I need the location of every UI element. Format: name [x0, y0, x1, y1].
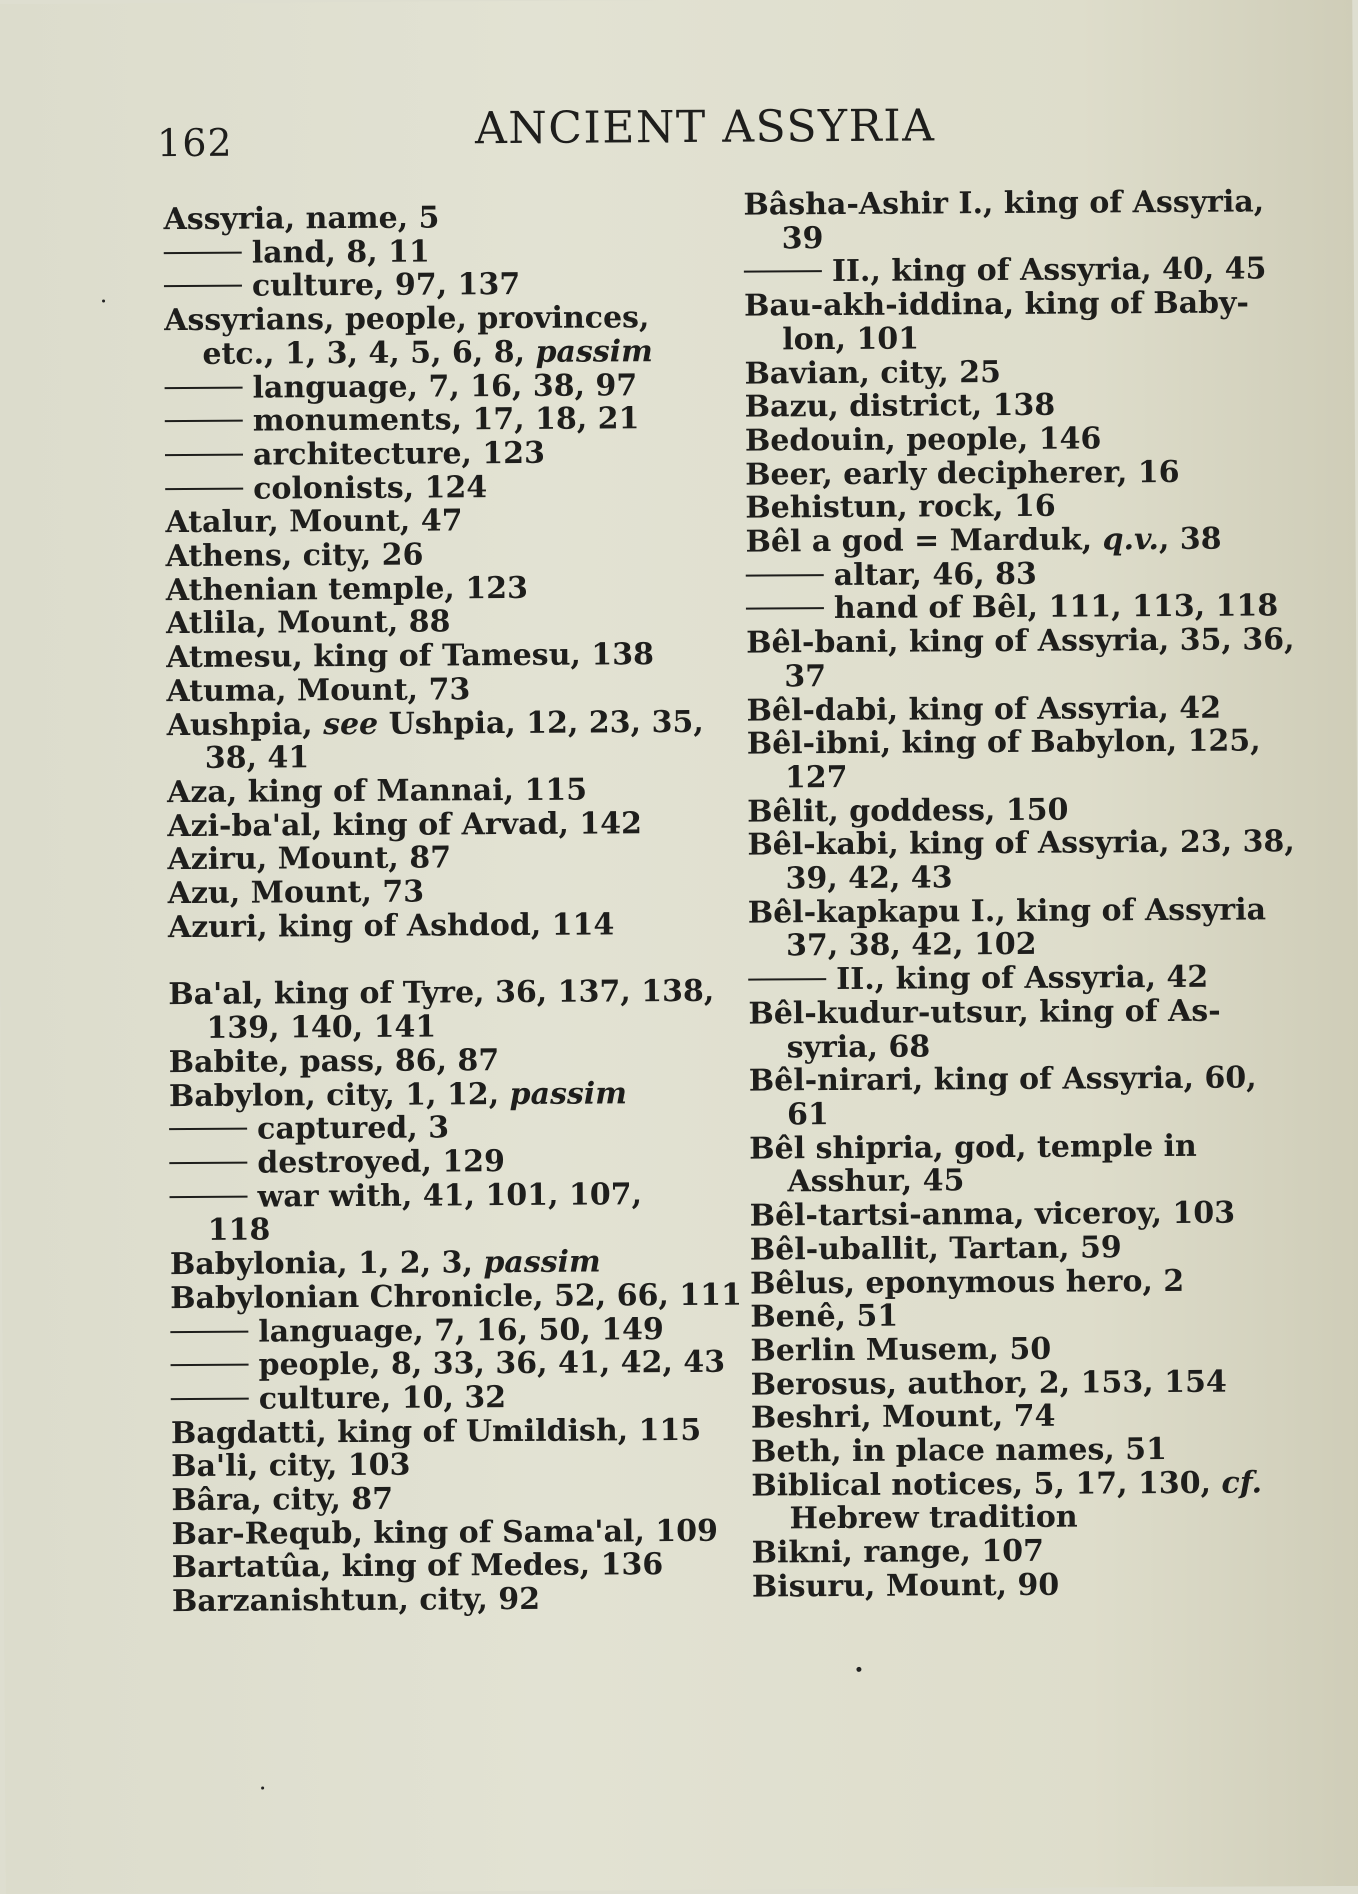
index-entry: Babylon, city, 1, 12, passim	[168, 1075, 628, 1114]
page-number: 162	[156, 120, 233, 166]
index-entry: Aushpia, see Ushpia, 12, 23, 35,	[166, 704, 704, 743]
index-entry: Bêl-nirari, king of Assyria, 60,	[748, 1060, 1257, 1099]
index-entry: Aza, king of Mannai, 115	[166, 772, 588, 811]
ditto-dash	[170, 1330, 248, 1332]
ditto-dash	[744, 271, 822, 273]
index-entry-continuation: 118	[207, 1212, 271, 1249]
index-entry: Azi-ba'al, king of Arvad, 142	[167, 805, 643, 844]
index-subentry: II., king of Assyria, 40, 45	[744, 253, 1304, 290]
index-entry: Beshri, Mount, 74	[750, 1399, 1056, 1436]
index-entry: Atuma, Mount, 73	[166, 672, 471, 709]
index-entry-continuation: 139, 140, 141	[206, 1009, 437, 1047]
index-entry: Biblical notices, 5, 17, 130, cf.	[751, 1465, 1263, 1504]
index-subentry: hand of Bêl, 111, 113, 118	[746, 590, 1306, 627]
index-entry: Bêlus, eponymous hero, 2	[749, 1263, 1185, 1302]
index-entry-continuation: 37	[784, 658, 827, 695]
index-entry: Assyria, name, 5	[163, 200, 440, 238]
index-entry: Behistun, rock, 16	[745, 489, 1056, 526]
index-entry: Bazu, district, 138	[744, 387, 1056, 425]
index-entry: Athens, city, 26	[165, 537, 424, 575]
index-entry: Ba'li, city, 103	[171, 1447, 411, 1485]
running-title: ANCIENT ASSYRIA	[474, 100, 936, 155]
ditto-dash	[164, 251, 242, 253]
index-entry: Bêl a god = Marduk, q.v., 38	[745, 521, 1222, 560]
ditto-dash	[171, 1364, 249, 1366]
index-entry: Aziru, Mount, 87	[167, 840, 452, 878]
ink-speck	[102, 299, 105, 302]
ditto-dash	[170, 1195, 248, 1197]
index-entry: Bavian, city, 25	[744, 354, 1002, 392]
index-entry: Athenian temple, 123	[165, 570, 529, 608]
index-entry-continuation: syria, 68	[786, 1029, 931, 1065]
ink-speck	[856, 1667, 861, 1672]
index-entry-continuation: 37, 38, 42, 102	[785, 927, 1037, 964]
index-entry: Assyrians, people, provinces,	[164, 300, 650, 339]
index-entry: Atalur, Mount, 47	[165, 503, 463, 541]
index-entry: Bâsha-Ashir I., king of Assyria,	[743, 184, 1265, 223]
index-entry: Bartatûa, king of Medes, 136	[171, 1547, 664, 1586]
index-entry: Bâra, city, 87	[171, 1481, 394, 1519]
index-entry: Benê, 51	[750, 1298, 899, 1335]
index-subentry: colonists, 124	[165, 469, 725, 506]
index-entry: Atmesu, king of Tamesu, 138	[166, 637, 655, 676]
index-entry: Babite, pass, 86, 87	[168, 1042, 500, 1080]
index-entry: Bau-akh-iddina, king of Baby-	[743, 285, 1250, 324]
index-subentry: architecture, 123	[165, 436, 725, 473]
index-subentry: monuments, 17, 18, 21	[165, 402, 725, 439]
ditto-dash	[164, 285, 242, 287]
index-entry-continuation: etc., 1, 3, 4, 5, 6, 8, passim	[202, 333, 653, 372]
index-subentry: II., king of Assyria, 42	[748, 960, 1308, 997]
index-entry: Bêl-uballit, Tartan, 59	[749, 1230, 1122, 1268]
index-entry: Bêl-kabi, king of Assyria, 23, 38,	[747, 824, 1295, 863]
ditto-dash	[165, 420, 243, 422]
ditto-dash	[746, 574, 824, 576]
index-subentry: captured, 3	[169, 1110, 729, 1147]
index-subentry: language, 7, 16, 38, 97	[164, 368, 724, 405]
index-subentry: culture, 97, 137	[164, 267, 724, 304]
index-entry: Berosus, author, 2, 153, 154	[750, 1364, 1227, 1403]
index-entry: Beer, early decipherer, 16	[745, 454, 1180, 493]
index-entry: Bar-Requb, king of Sama'al, 109	[171, 1513, 719, 1552]
index-entry: Barzanishtun, city, 92	[171, 1581, 541, 1620]
index-entry-continuation: 39, 42, 43	[785, 860, 953, 897]
letter-group-gap	[168, 941, 728, 978]
index-entry: Bêl-dabi, king of Assyria, 42	[746, 690, 1222, 729]
index-entry: Beth, in place names, 51	[750, 1432, 1168, 1470]
index-entry: Bêl-bani, king of Assyria, 35, 36,	[746, 622, 1295, 661]
index-entry: Bêl-kapkapu I., king of Assyria	[747, 892, 1267, 931]
ditto-dash	[165, 487, 243, 489]
index-entry-continuation: Hebrew tradition	[789, 1499, 1078, 1537]
index-entry: Azu, Mount, 73	[167, 874, 425, 912]
index-subentry: destroyed, 129	[169, 1144, 729, 1181]
index-subentry: people, 8, 33, 36, 41, 42, 43	[170, 1346, 730, 1383]
ditto-dash	[165, 386, 243, 388]
index-entry: Bagdatti, king of Umildish, 115	[170, 1412, 702, 1451]
index-entry: Ba'al, king of Tyre, 36, 137, 138,	[168, 974, 715, 1013]
index-entry: Bêlit, goddess, 150	[747, 792, 1069, 830]
ditto-dash	[169, 1162, 247, 1164]
index-entry: Azuri, king of Ashdod, 114	[167, 907, 615, 945]
index-entry: Bisuru, Mount, 90	[751, 1567, 1060, 1605]
index-entry: Bedouin, people, 146	[744, 421, 1102, 459]
index-entry-continuation: 61	[786, 1097, 829, 1133]
index-entry-continuation: lon, 101	[782, 321, 920, 358]
index-entry: Bêl-ibni, king of Babylon, 125,	[746, 723, 1261, 762]
index-subentry: language, 7, 16, 50, 149	[170, 1312, 730, 1349]
ditto-dash	[165, 454, 243, 456]
index-entry-continuation: 38, 41	[204, 740, 310, 777]
index-entry: Atlila, Mount, 88	[165, 604, 451, 642]
ditto-dash	[748, 978, 826, 980]
ditto-dash	[171, 1398, 249, 1400]
index-entry: Bêl shipria, god, temple in	[749, 1128, 1197, 1167]
index-column-left	[163, 200, 743, 1620]
index-entry: Bikni, range, 107	[751, 1533, 1045, 1571]
index-entry: Bêl-kudur-utsur, king of As-	[748, 993, 1221, 1032]
index-entry: Bêl-tartsi-anma, viceroy, 103	[749, 1195, 1236, 1234]
index-entry: Berlin Musem, 50	[750, 1331, 1052, 1369]
index-entry-continuation: Asshur, 45	[787, 1163, 965, 1200]
index-subentry: altar, 46, 83	[746, 556, 1306, 593]
index-subentry: war with, 41, 101, 107,	[169, 1177, 729, 1214]
index-subentry: culture, 10, 32	[171, 1380, 731, 1417]
ditto-dash	[746, 608, 824, 610]
ink-speck	[261, 1787, 264, 1790]
index-entry: Babylonia, 1, 2, 3, passim	[169, 1244, 601, 1283]
index-entry-continuation: 127	[784, 759, 848, 796]
index-subentry: land, 8, 11	[164, 233, 724, 270]
index-entry: Babylonian Chronicle, 52, 66, 111	[170, 1277, 743, 1316]
ditto-dash	[169, 1128, 247, 1130]
index-column-right	[743, 185, 1312, 1604]
index-entry-continuation: 39	[781, 220, 824, 257]
